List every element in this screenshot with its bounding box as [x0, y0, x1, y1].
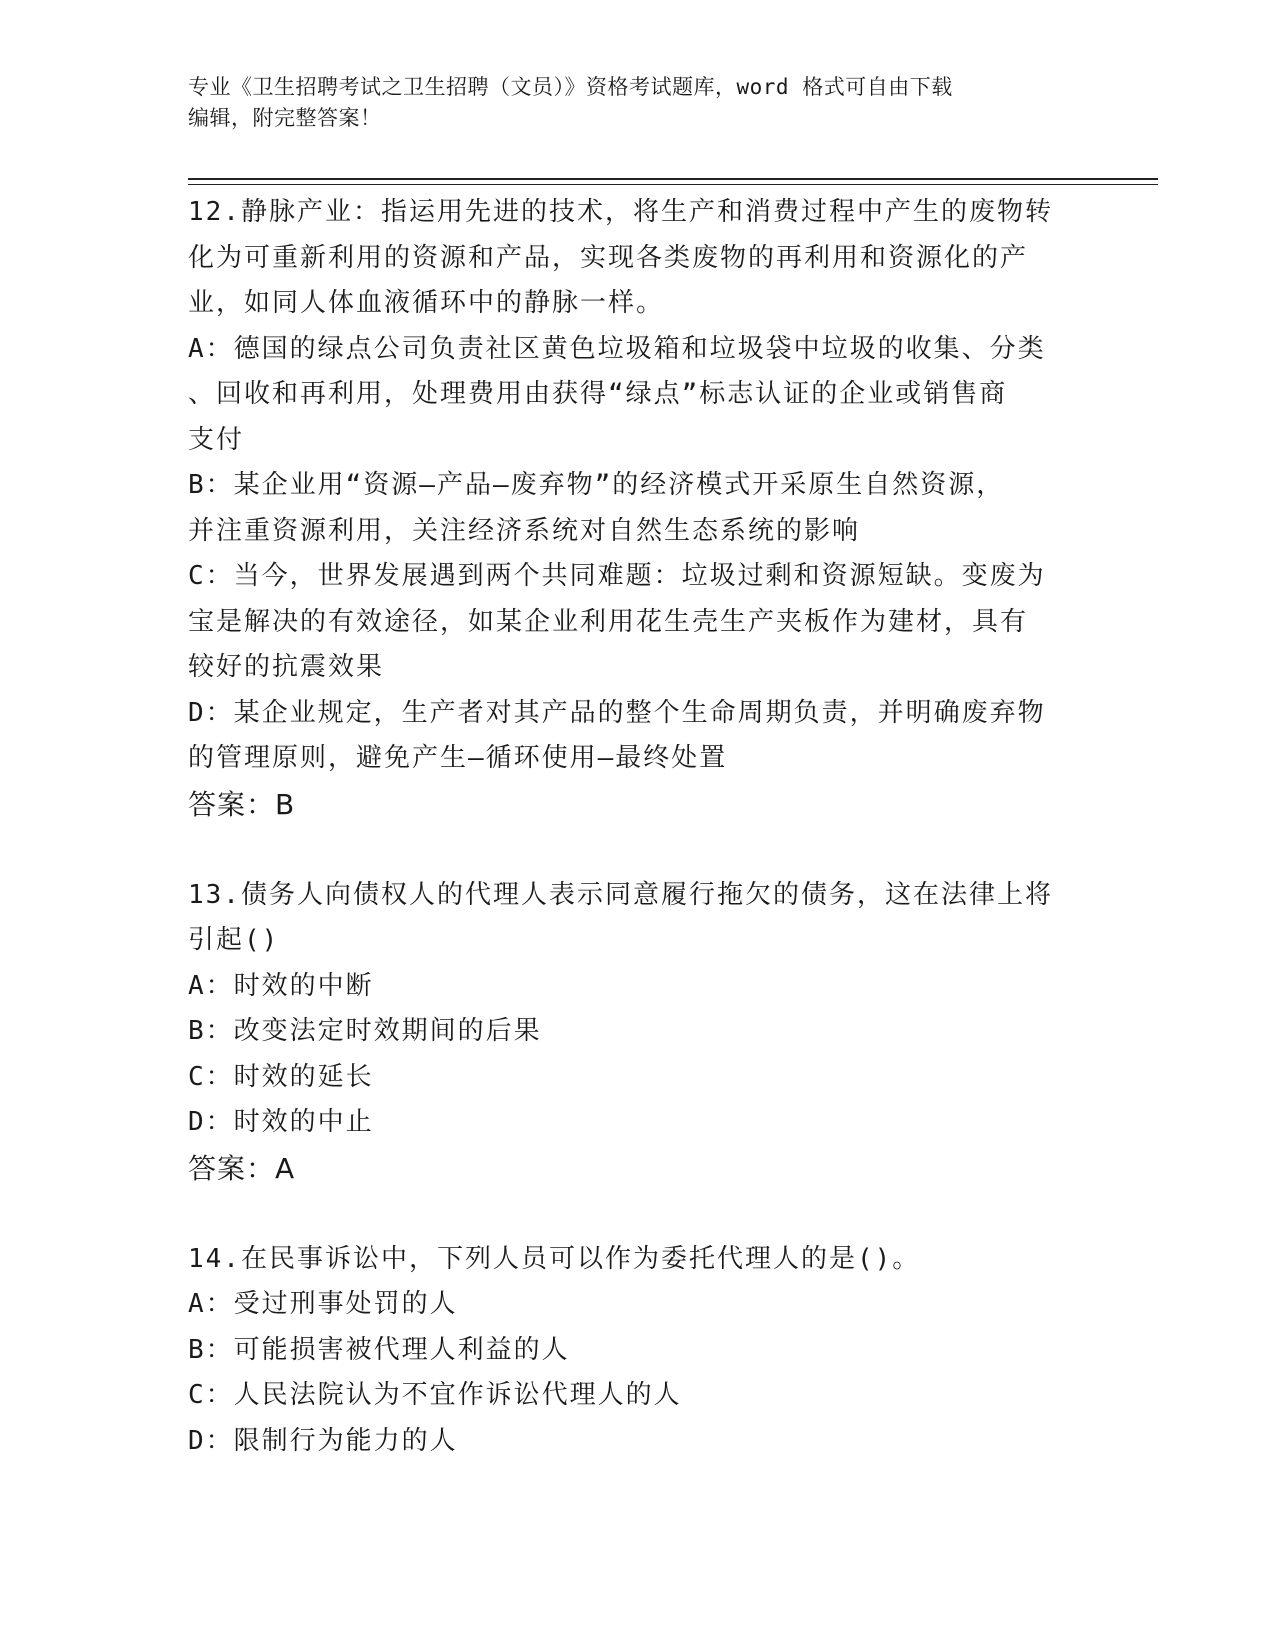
option-line: 、回收和再利用，处理费用由获得“绿点”标志认证的企业或销售商 [188, 379, 1008, 409]
question-13 [188, 873, 1088, 1192]
question-stem-line: 业，如同人体血液循环中的静脉一样。 [188, 288, 665, 318]
option-line: B：某企业用“资源—产品—废弃物”的经济模式开采原生自然资源， [188, 470, 1005, 500]
option-a: A：时效的中断 [188, 970, 374, 1001]
option-b [188, 463, 1088, 554]
question-stem-line: 14.在民事诉讼中，下列人员可以作为委托代理人的是()。 [188, 1243, 921, 1274]
option-d: D：限制行为能力的人 [188, 1425, 458, 1456]
header-divider-thin [188, 184, 1158, 185]
spacer [188, 827, 1088, 873]
option-d: D：时效的中止 [188, 1107, 374, 1137]
option-line: D：某企业规定，生产者对其产品的整个生命周期负责，并明确废弃物 [188, 697, 1046, 728]
option-line: C：当今，世界发展遇到两个共同难题：垃圾过剩和资源短缺。变废为 [188, 561, 1046, 591]
option-c [188, 554, 1088, 691]
spacer [188, 1191, 1088, 1237]
option-d [188, 691, 1088, 782]
option-c: C：人民法院认为不宜作诉讼代理人的人 [188, 1380, 682, 1410]
answer-label: 答案：B [188, 787, 296, 821]
option-b: B：可能损害被代理人利益的人 [188, 1334, 570, 1365]
option-b: B：改变法定时效期间的后果 [188, 1016, 542, 1046]
header-divider-thick [188, 178, 1158, 180]
option-line: A：德国的绿点公司负责社区黄色垃圾箱和垃圾袋中垃圾的收集、分类 [188, 333, 1046, 364]
question-stem-line: 12.静脉产业：指运用先进的技术，将生产和消费过程中产生的废物转 [188, 197, 1053, 227]
option-line: 支付 [188, 424, 245, 455]
question-list [188, 190, 1088, 1464]
option-line: 宝是解决的有效途径，如某企业利用花生壳生产夹板作为建材，具有 [188, 606, 1029, 637]
option-a: A：受过刑事处罚的人 [188, 1289, 458, 1319]
document-header [188, 72, 1068, 134]
question-14 [188, 1237, 1088, 1465]
answer-label: 答案：A [188, 1151, 296, 1185]
option-line: 并注重资源利用，关注经济系统对自然生态系统的影响 [188, 515, 861, 546]
question-12 [188, 190, 1088, 827]
header-line: 编辑，附完整答案！ [188, 106, 382, 130]
question-stem-line: 引起() [188, 925, 280, 955]
question-stem-line: 化为可重新利用的资源和产品，实现各类废物的再利用和资源化的产 [188, 242, 1029, 273]
option-line: 较好的抗震效果 [188, 652, 385, 682]
option-c: C：时效的延长 [188, 1061, 374, 1092]
option-a [188, 327, 1088, 464]
option-line: 的管理原则，避免产生—循环使用—最终处置 [188, 743, 728, 773]
header-line: 专业《卫生招聘考试之卫生招聘（文员）》资格考试题库，word 格式可自由下载 [188, 75, 953, 99]
question-stem-line: 13.债务人向债权人的代理人表示同意履行拖欠的债务，这在法律上将 [188, 879, 1053, 910]
